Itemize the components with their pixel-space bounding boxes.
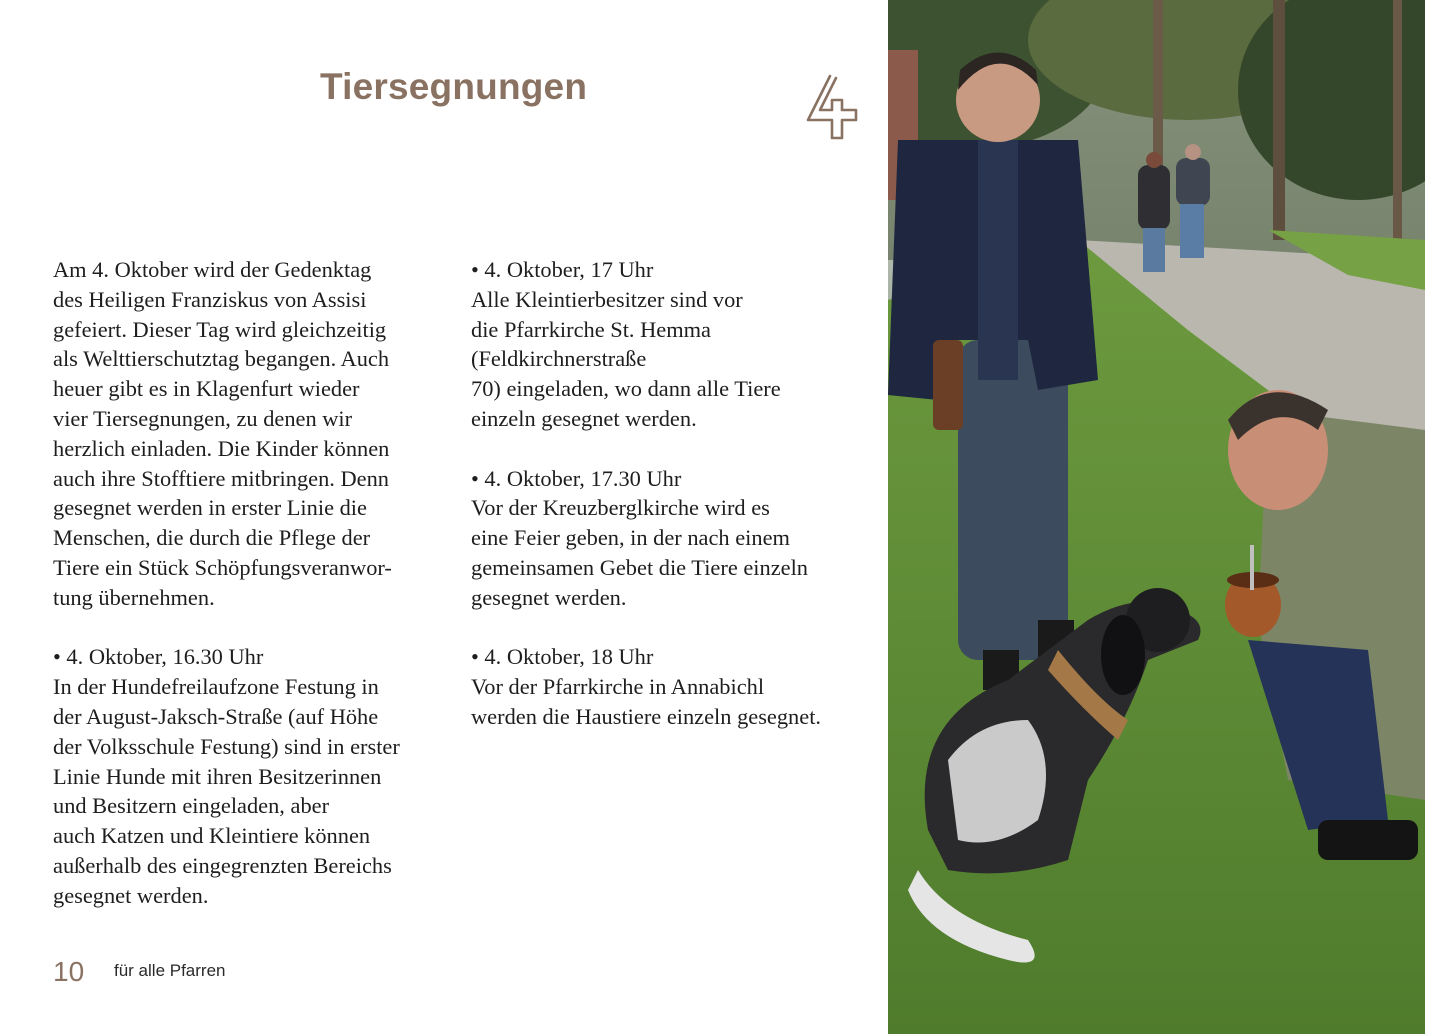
page-title: Tiersegnungen <box>320 66 588 107</box>
right-text-column <box>471 255 871 762</box>
page-number: 10 <box>53 956 85 987</box>
event-hundefreilaufzone: • 4. Oktober, 16.30 Uhr In der Hundefreilaufzone Festung in der August-Jaksch-Straße (auf Höhe der Volksschule Festung) sind in erster Linie Hunde mit ihren Besitzerinnen und Besitzern eingeladen, aber auch Katzen und Kleintiere können außerhalb des eingegrenzten Bereichs gesegnet werden. <box>53 644 400 908</box>
event-st-hemma: • 4. Oktober, 17 Uhr Alle Kleintierbesitzer sind vor die Pfarrkirche St. Hemma (Feldkirchnerstraße 70) eingeladen, wo dann alle Tiere einzeln gesegnet werden. <box>471 257 781 431</box>
number-four-cross-icon <box>804 70 862 144</box>
event-annabichl: • 4. Oktober, 18 Uhr Vor der Pfarrkirche in Annabichl werden die Haustiere einzeln gesegnet. <box>471 644 822 729</box>
left-text-column <box>53 255 453 940</box>
photo-animal-blessing <box>888 0 1425 1034</box>
intro-paragraph: Am 4. Oktober wird der Gedenktag des Heiligen Franziskus von Assisi gefeiert. Dieser Tag wird gleichzeitig als Welttierschutztag begangen. Auch heuer gibt es in Klagenfurt wieder vier Tiersegnungen, zu denen wir herzlich einladen. Die Kinder können auch ihre Stofftiere mitbringen. Denn gesegnet werden in erster Linie die Menschen, die durch die Pflege der Tiere ein Stück Schöpfungsveranwor- tung übernehmen. <box>53 257 392 610</box>
event-kreuzberglkirche: • 4. Oktober, 17.30 Uhr Vor der Kreuzberglkirche wird es eine Feier geben, in der nach einem gemeinsamen Gebet die Tiere einzeln gesegnet werden. <box>471 465 808 610</box>
footer-label: für alle Pfarren <box>114 961 226 980</box>
